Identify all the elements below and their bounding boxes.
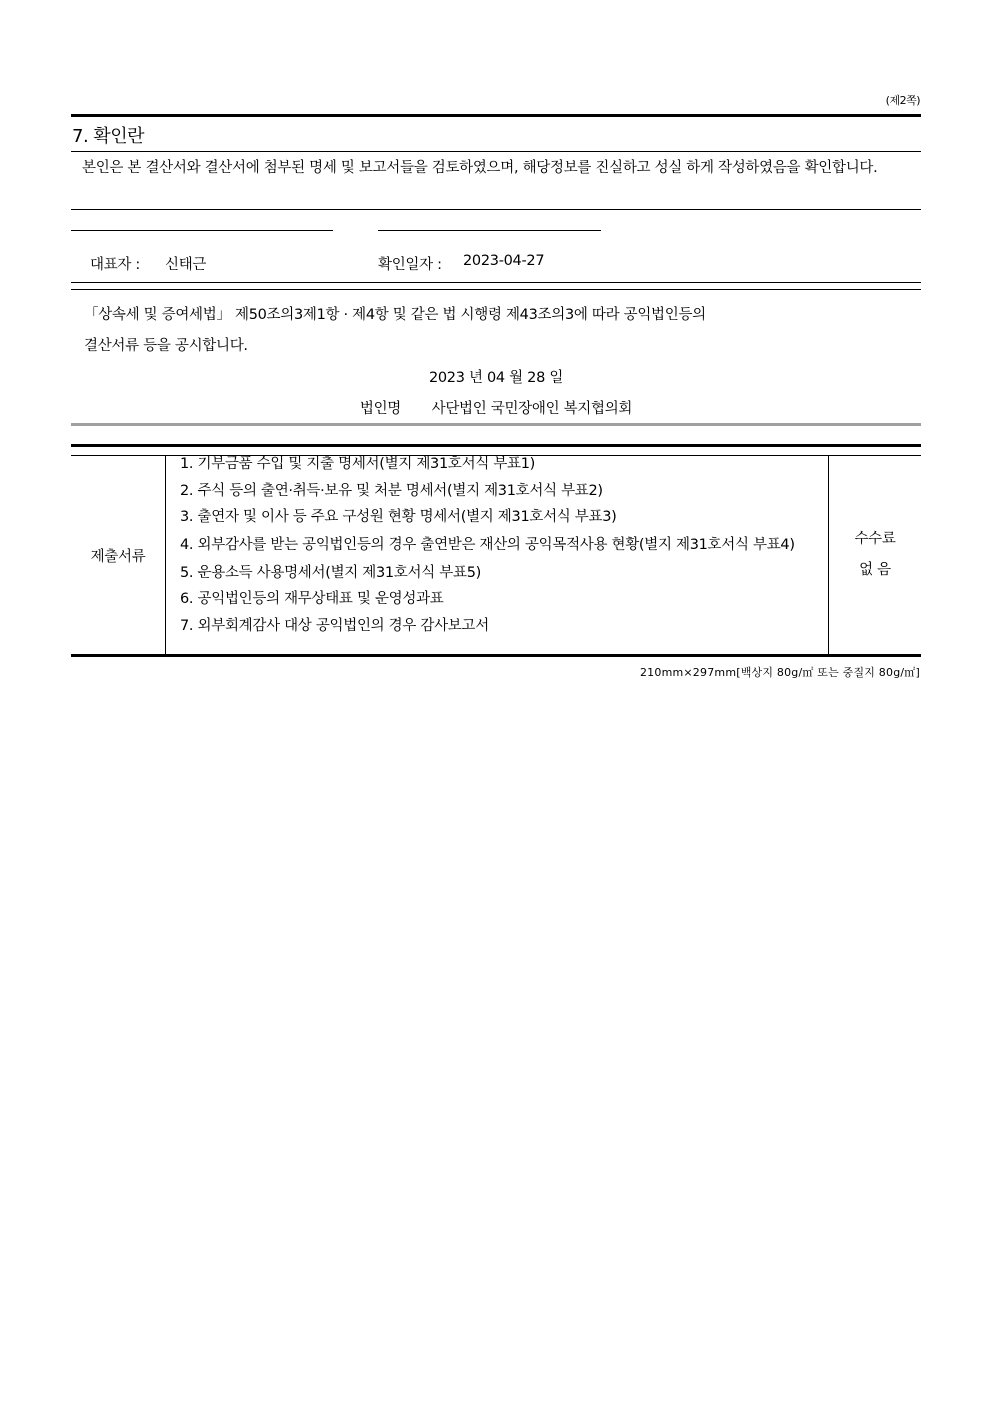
fee-value: 없 음 [859,562,891,578]
list-item: 1. 기부금품 수입 및 지출 명세서(별지 제31호서식 부표1) [180,456,536,472]
corp-name-row [0,397,992,418]
list-item: 3. 출연자 및 이사 등 주요 구성원 현황 명세서(별지 제31호서식 부표3) [180,509,617,525]
signature-divider-1 [71,282,921,283]
confirm-date-label: 확인일자 : [378,257,442,273]
notice-line-2: 결산서류 등을 공시합니다. [84,338,248,354]
submission-label: 제출서류 [71,456,166,655]
title-divider [71,151,921,152]
confirm-divider [71,209,921,210]
paper-spec-footnote: 210mm×297mm[백상지 80g/㎡ 또는 중질지 80g/㎡] [639,666,920,679]
list-item: 6. 공익법인등의 재무상태표 및 운영성과표 [180,591,444,607]
notice-line-1: 「상속세 및 증여세법」 제50조의3제1항 · 제4항 및 같은 법 시행령 제43조의3에 따라 공익법인등의 [84,307,706,323]
representative-label: 대표자 : [90,257,141,273]
notice-divider [71,423,921,426]
corp-name: 사단법인 국민장애인 복지협의회 [431,401,633,417]
top-divider [71,114,921,117]
representative-name: 신태근 [165,257,207,273]
submission-table [71,455,921,655]
signature-divider-2 [71,289,921,290]
fee-cell [829,456,922,655]
fee-label: 수수료 [854,531,896,547]
page-number: (제2쪽) [885,94,920,107]
section-title: 7. 확인란 [72,126,145,147]
representative-signature-line [71,230,333,232]
confirm-date: 2023-04-27 [463,253,545,269]
notice-text [84,300,706,362]
list-item: 4. 외부감사를 받는 공익법인등의 경우 출연받은 재산의 공익목적사용 현황(별지 제31호서식 부표4) [180,536,795,553]
list-item: 5. 운용소득 사용명세서(별지 제31호서식 부표5) [180,564,481,581]
table-top-divider [71,444,921,447]
date-signature-line [378,230,601,232]
notice-date: 2023 년 04 월 28 일 [428,370,564,386]
list-item: 7. 외부회계감사 대상 공익법인의 경우 감사보고서 [180,617,489,634]
corp-label: 법인명 [359,401,401,417]
table-bottom-divider [71,654,921,657]
list-item: 2. 주식 등의 출연·취득·보유 및 처분 명세서(별지 제31호서식 부표2) [180,482,603,499]
submission-list [166,456,829,655]
confirmation-text: 본인은 본 결산서와 결산서에 첨부된 명세 및 보고서들을 검토하였으며, 해당정보를 진실하고 성실 하게 작성하였음을 확인합니다. [82,160,878,176]
